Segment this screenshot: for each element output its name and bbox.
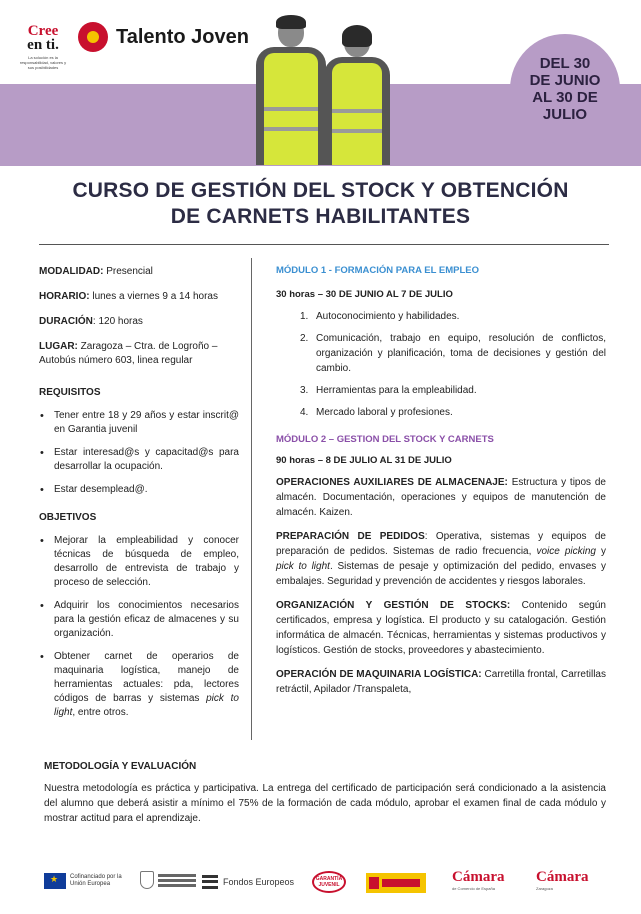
column-divider [251, 258, 252, 740]
modulo2-title: MÓDULO 2 – GESTION DEL STOCK Y CARNETS [276, 434, 494, 445]
workers-photo [256, 14, 394, 165]
lugar-label: LUGAR: [39, 341, 78, 352]
fondos-europeos-logo: Fondos Europeos [202, 875, 294, 889]
modulo1-list [276, 309, 606, 420]
list-item: 4. Mercado laboral y profesiones. [300, 407, 453, 418]
list-item: 2. Comunicación, trabajo en equipo, resolución de conflictos, organización y planificación, toma de decisiones y gestión del cambio. [300, 333, 606, 374]
modalidad [39, 265, 239, 279]
objetivos-heading: OBJETIVOS [39, 512, 97, 523]
logo-tagline: La solución es la responsabilidad, valores y sus posibilidades [19, 55, 67, 70]
list-item: • Obtener carnet de operarios de maquinaria logística, manejo de herramientas actuales: pda, lectores códigos de barras y sistemas pick to light, entre otros. [39, 650, 239, 720]
right-column [276, 263, 606, 706]
requisitos-list [39, 409, 239, 497]
duracion-label: DURACIÓN [39, 316, 93, 327]
header-banner [0, 0, 641, 165]
title-divider [39, 244, 609, 245]
duracion [39, 315, 239, 329]
logo-cree-en-ti [18, 24, 68, 70]
objetivos-list [39, 534, 239, 720]
date-badge-text: DEL 30 DE JUNIO AL 30 DE JULIO [529, 55, 601, 123]
requisitos-heading: REQUISITOS [39, 387, 101, 398]
methodology-text: Nuestra metodología es práctica y participativa. La entrega del certificado de participación será condicionado a la asistencia del alumno que deberá asistir a mínimo el 75% de la formación de cada módulo, aprobar el examen final de cada módulo y mostrar actitud para el aprendizaje. [44, 783, 606, 824]
duracion-value: : 120 horas [92, 316, 143, 327]
list-item: 3. Herramientas para la empleabilidad. [300, 385, 477, 396]
horario [39, 290, 239, 304]
list-item: 1. Autoconocimiento y habilidades. [300, 311, 460, 322]
talento-joven-icon [78, 22, 108, 52]
lugar [39, 340, 239, 368]
list-item: • Tener entre 18 y 29 años y estar inscrit@ en Garantia juvenil [39, 409, 239, 437]
modulo1-dates: 30 horas – 30 DE JUNIO AL 7 DE JULIO [276, 289, 453, 300]
maquinaria-paragraph: OPERACIÓN DE MAQUINARIA LOGÍSTICA: Carretilla frontal, Carretillas retráctil, Apilador /Transpaleta, [276, 669, 606, 695]
modulo1-title: MÓDULO 1 - FORMACIÓN PARA EL EMPLEO [276, 265, 480, 276]
garantia-juvenil-logo: GARANTÍA JUVENIL [312, 871, 346, 893]
worker-woman [324, 27, 390, 165]
horario-label: HORARIO: [39, 291, 90, 302]
footer-logos [0, 865, 641, 905]
eu-flag-icon [44, 873, 66, 889]
methodology-section [44, 759, 606, 826]
camara-espana-logo: Cámara de Comercio de España [452, 869, 505, 891]
gobierno-shield-logo [140, 871, 196, 889]
coat-of-arms-icon [140, 871, 154, 889]
methodology-heading: METODOLOGÍA Y EVALUACIÓN [44, 761, 197, 772]
horario-value: lunes a viernes 9 a 14 horas [89, 291, 218, 302]
left-column [39, 265, 239, 729]
fondos-europeos-icon [202, 875, 218, 889]
eu-logo: ★ Cofinanciado por la Unión Europea [44, 873, 134, 889]
modalidad-value: Presencial [103, 266, 153, 277]
gobierno-espana-logo [366, 873, 426, 893]
lugar-value: Zaragoza – Ctra. de Logroño – Autobús número 603, linea regular [39, 341, 218, 366]
list-item: • Adquirir los conocimientos necesarios para la gestión eficaz de almacenes y su organización. [39, 599, 239, 641]
date-badge [510, 34, 620, 144]
organizacion-paragraph: ORGANIZACIÓN Y GESTIÓN DE STOCKS: Contenido según certificados, empresa y logística. El producto y su catalogación. Gestión informática de almacén. Técnicas, herramientas y sistemas productivos y logísticos. Gestión de stocks, proveedores y abastecimiento. [276, 600, 606, 656]
list-item: • Mejorar la empleabilidad y conocer técnicas de búsqueda de empleo, desarrollo de entrevista de trabajo y proceso de selección. [39, 534, 239, 590]
list-item: • Estar interesad@s y capacitad@s para desarrollar la ocupación. [39, 446, 239, 474]
modalidad-label: MODALIDAD: [39, 266, 104, 277]
camara-zaragoza-logo: Cámara Zaragoza [536, 869, 589, 891]
page-title: CURSO DE GESTIÓN DEL STOCK Y OBTENCIÓN DE CARNETS HABILITANTES [72, 179, 569, 228]
logo-talento-joven [78, 22, 249, 52]
logo-cree-text: Cree [27, 23, 59, 39]
modulo2-dates: 90 horas – 8 DE JULIO AL 31 DE JULIO [276, 455, 452, 466]
logo-en-ti-text: en ti. [27, 37, 59, 53]
preparacion-paragraph: PREPARACIÓN DE PEDIDOS: Operativa, sistemas y equipos de preparación de pedidos. Sistemas de radio frecuencia, voice picking y pick to light. Sistemas de pesaje y optimización del pedido, envases y embalajes. Seguridad y prevención de accidentes y riesgos laborales. [276, 531, 606, 587]
list-item: • Estar desemplead@. [39, 483, 239, 497]
op-auxiliares-paragraph: OPERACIONES AUXILIARES DE ALMACENAJE: Estructura y tipos de almacén. Documentación, operaciones y equipos de manutención de almacén. Kaizen. [276, 477, 606, 518]
brand-name: Talento Joven [116, 25, 249, 48]
worker-man [256, 17, 326, 165]
